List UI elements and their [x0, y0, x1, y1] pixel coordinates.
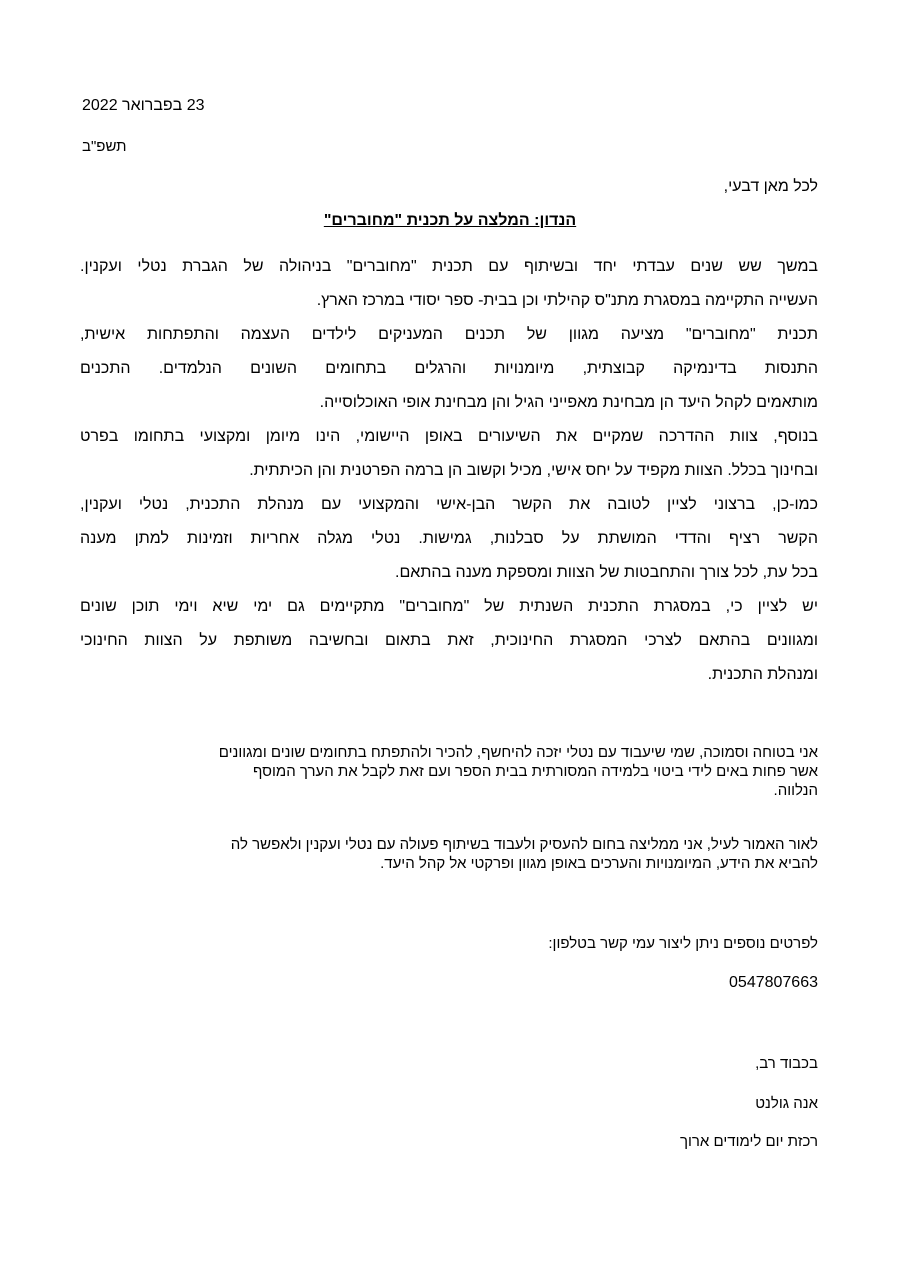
paragraph-4 — [80, 488, 818, 590]
signature-closing: בכבוד רב, — [755, 1055, 818, 1072]
date-hebrew: תשפ"ב — [82, 138, 127, 155]
paragraph-line: התנסות בדינמיקה קבוצתית, מיומנויות והרגלים בתחומים השונים הנלמדים. התכנים — [80, 360, 818, 377]
paragraph-line: בכל עת, לכל צורך והתחבטות של הצוות ומספקת מענה בהתאם. — [395, 564, 818, 581]
date-gregorian: 23 בפברואר 2022 — [82, 97, 205, 114]
subject-line: הנדון: המלצה על תכנית "מחוברים" — [323, 212, 577, 229]
paragraph-line: ומגוונים בהתאם לצרכי המסגרת החינוכית, זאת בתאום ובחשיבה משותפת על הצוות החינוכי — [80, 632, 818, 649]
paragraph-line: לאור האמור לעיל, אני ממליצה בחום להעסיק ולעבוד בשיתוף פעולה עם נטלי ועקנין ולאפשר לה — [230, 836, 818, 853]
paragraph-line: במשך שש שנים עבדתי יחד ובשיתוף עם תכנית "מחוברים" בניהולה של הגברת נטלי ועקנין. — [80, 258, 818, 275]
paragraph-line: בנוסף, צוות ההדרכה שמקיים את השיעורים באופן היישומי, הינו מיומן ומקצועי בתחומו בפרט — [80, 428, 818, 445]
paragraph-line: הנלווה. — [773, 782, 818, 799]
closing-paragraph-2 — [80, 835, 818, 873]
paragraph-line: מותאמים לקהל היעד הן מבחינת מאפייני הגיל והן מבחינת אופי האוכלוסייה. — [319, 394, 818, 411]
closing-paragraph-1 — [80, 743, 818, 800]
body-paragraphs — [80, 250, 818, 692]
paragraph-line: אני בטוחה וסמוכה, שמי שיעבוד עם נטלי יזכה להיחשף, להכיר ולהתפתח בתחומים שונים ומגוונים — [218, 744, 818, 761]
signature-title: רכזת יום לימודים ארוך — [680, 1133, 818, 1150]
paragraph-1 — [80, 250, 818, 318]
paragraph-line: ומנהלת התכנית. — [707, 666, 818, 683]
paragraph-line: יש לציין כי, במסגרת התכנית השנתית של "מחוברים" מתקיימים גם ימי שיא וימי תוכן שונים — [80, 598, 818, 615]
paragraph-5 — [80, 590, 818, 692]
paragraph-line: העשייה התקיימה במסגרת מתנ"ס קהילתי וכן בבית- ספר יסודי במרכז הארץ. — [316, 292, 818, 309]
paragraph-line: אשר פחות באים לידי ביטוי בלמידה המסורתית בבית הספר ועם זאת לקבל את הערך המוסף — [252, 763, 818, 780]
contact-phone: 0547807663 — [729, 974, 818, 991]
paragraph-line: תכנית "מחוברים" מציעה מגוון של תכנים המעניקים לילדים העצמה והתפתחות אישית, — [80, 326, 818, 343]
paragraph-line: ובחינוך בכלל. הצוות מקפיד על יחס אישי, מכיל וקשוב הן ברמה הפרטנית והן הכיתתית. — [249, 462, 818, 479]
paragraph-line: הקשר רציף והדדי המושתת על סבלנות, גמישות. נטלי מגלה אחריות וזמינות למתן מענה — [80, 530, 818, 547]
paragraph-line: להביא את הידע, המיומנויות והערכים באופן מגוון ופרקטי אל קהל היעד. — [380, 855, 818, 872]
paragraph-2 — [80, 318, 818, 420]
signature-name: אנה גולנט — [755, 1095, 818, 1112]
paragraph-line: כמו-כן, ברצוני לציין לטובה את הקשר הבן-אישי והמקצועי עם מנהלת התכנית, נטלי ועקנין, — [80, 496, 818, 513]
paragraph-3 — [80, 420, 818, 488]
contact-label: לפרטים נוספים ניתן ליצור עמי קשר בטלפון: — [548, 935, 818, 952]
greeting: לכל מאן דבעי, — [723, 178, 818, 195]
